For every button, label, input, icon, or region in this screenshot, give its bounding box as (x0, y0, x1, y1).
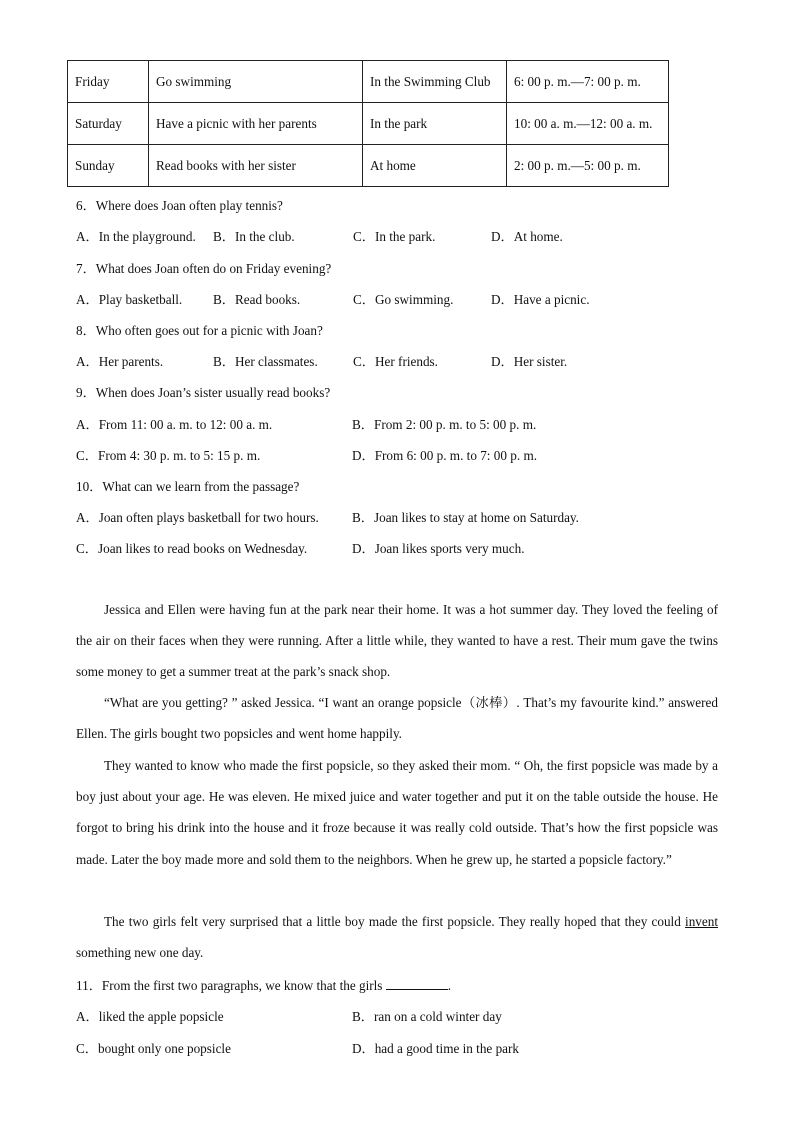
question-text: . (447, 978, 452, 993)
question-9-stem: 9．When does Joan’s sister usually read books? (76, 385, 331, 400)
q11-option-c: C．bought only one popsicle (76, 1041, 231, 1056)
q9-option-c: C．From 4: 30 p. m. to 5: 15 p. m. (76, 448, 261, 463)
place-cell: In the Swimming Club (363, 61, 507, 103)
time-cell: 6: 00 p. m.—7: 00 p. m. (507, 61, 669, 103)
passage-paragraph: “What are you getting? ” asked Jessica. “I want an orange popsicle（冰棒）. That’s my favourite kind.” answered Ellen. The girls bought two popsicles and went home happily. (76, 695, 718, 742)
q10-option-b: B．Joan likes to stay at home on Saturday. (352, 510, 579, 525)
answer-blank (386, 977, 448, 990)
passage-paragraph: Jessica and Ellen were having fun at the park near their home. It was a hot summer day. They loved the feeling of the air on their faces when they were running. After a little while, they wanted to have a rest. Their mum gave the twins some money to get a summer treat at the park’s snack shop. (76, 602, 718, 680)
q7-option-b: B．Read books. (213, 292, 301, 307)
passage-paragraph: They wanted to know who made the first popsicle, so they asked their mom. “ Oh, the first popsicle was made by a boy just about your age. He was eleven. He mixed juice and water together and put it on the table outside the house. He forgot to bring his drink into the house and it froze because it was really cold outside. That’s how the first popsicle was made. Later the boy made more and sold them to the neighbors. When he grew up, he started a popsicle factory.” (76, 758, 718, 867)
question-6-stem: 6．Where does Joan often play tennis? (76, 198, 283, 213)
q9-option-d: D．From 6: 00 p. m. to 7: 00 p. m. (352, 448, 537, 463)
table-row (68, 103, 669, 145)
q6-option-d: D．At home. (491, 229, 563, 244)
question-11-stem (76, 975, 451, 994)
q10-option-d: D．Joan likes sports very much. (352, 541, 525, 556)
q6-option-a: A．In the playground. (76, 229, 196, 244)
activity-cell: Have a picnic with her parents (149, 103, 363, 145)
schedule-table (67, 60, 669, 187)
paragraph-text: The two girls felt very surprised that a little boy made the first popsicle. They really hoped that they could (104, 914, 686, 929)
day-cell: Sunday (68, 145, 149, 187)
time-cell: 10: 00 a. m.—12: 00 a. m. (507, 103, 669, 145)
q8-option-d: D．Her sister. (491, 354, 568, 369)
q10-option-c: C．Joan likes to read books on Wednesday. (76, 541, 308, 556)
q7-option-c: C．Go swimming. (353, 292, 454, 307)
question-8-stem: 8．Who often goes out for a picnic with Joan? (76, 323, 323, 338)
q11-option-b: B．ran on a cold winter day (352, 1009, 502, 1024)
q7-option-a: A．Play basketball. (76, 292, 183, 307)
day-cell: Saturday (68, 103, 149, 145)
question-text: 11．From the first two paragraphs, we know that the girls (76, 978, 386, 993)
activity-cell: Read books with her sister (149, 145, 363, 187)
table-row (68, 145, 669, 187)
q11-option-d: D．had a good time in the park (352, 1041, 520, 1056)
time-cell: 2: 00 p. m.—5: 00 p. m. (507, 145, 669, 187)
q9-option-a: A．From 11: 00 a. m. to 12: 00 a. m. (76, 417, 273, 432)
activity-cell: Go swimming (149, 61, 363, 103)
underlined-word: invent (685, 914, 718, 929)
q6-option-c: C．In the park. (353, 229, 436, 244)
day-cell: Friday (68, 61, 149, 103)
table-row (68, 61, 669, 103)
q8-option-a: A．Her parents. (76, 354, 164, 369)
q8-option-b: B．Her classmates. (213, 354, 318, 369)
paragraph-text: something new one day. (76, 945, 204, 961)
q10-option-a: A．Joan often plays basketball for two hours. (76, 510, 319, 525)
question-7-stem: 7．What does Joan often do on Friday evening? (76, 261, 332, 276)
q11-option-a: A．liked the apple popsicle (76, 1009, 224, 1024)
passage-paragraph (76, 906, 718, 968)
question-10-stem: 10．What can we learn from the passage? (76, 479, 300, 494)
q7-option-d: D．Have a picnic. (491, 292, 590, 307)
q8-option-c: C．Her friends. (353, 354, 438, 369)
place-cell: In the park (363, 103, 507, 145)
q6-option-b: B．In the club. (213, 229, 295, 244)
place-cell: At home (363, 145, 507, 187)
q9-option-b: B．From 2: 00 p. m. to 5: 00 p. m. (352, 417, 537, 432)
